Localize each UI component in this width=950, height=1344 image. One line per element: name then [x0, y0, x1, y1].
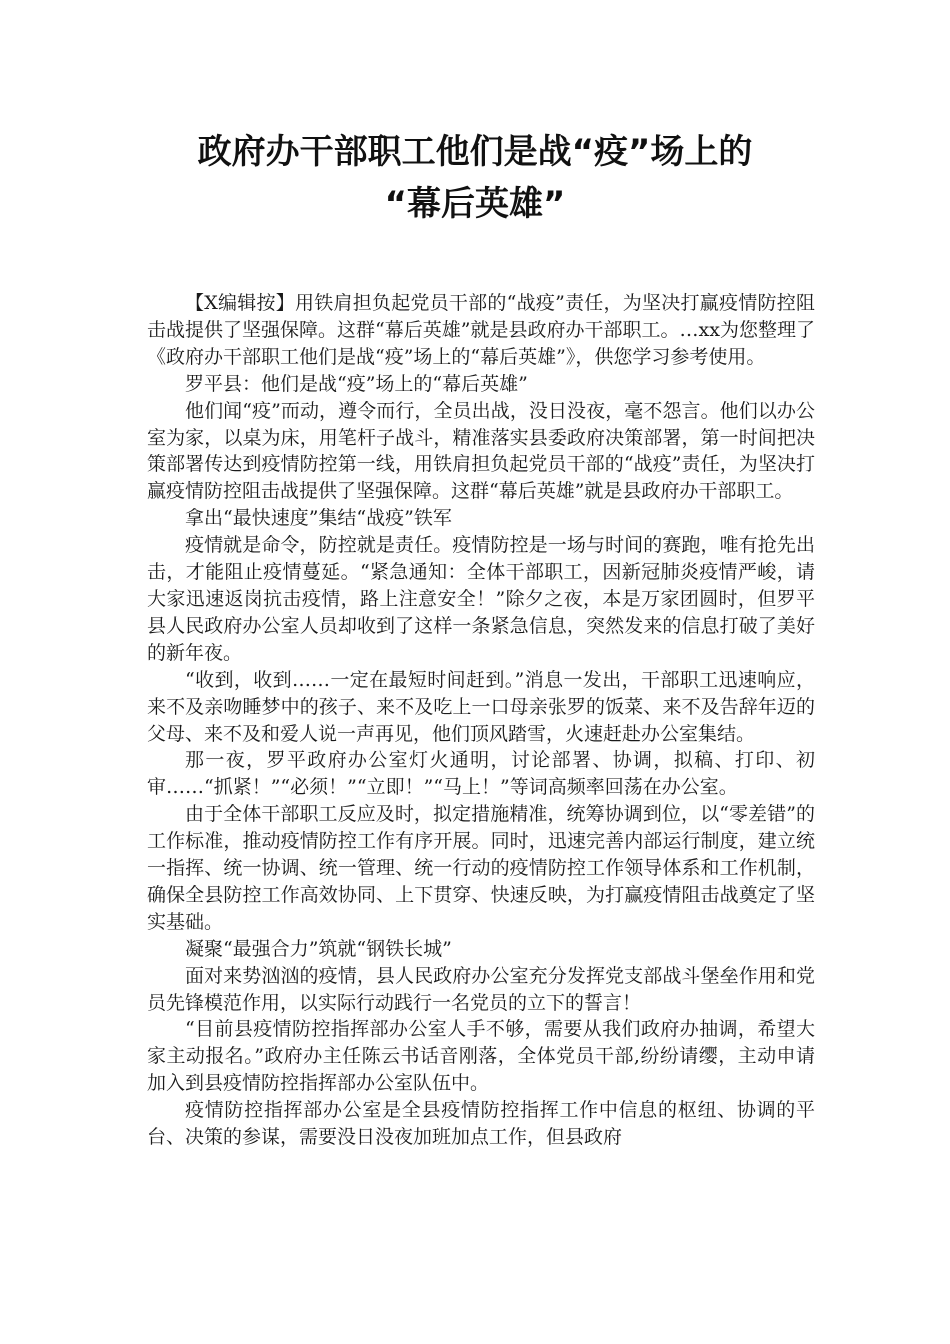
body-paragraph: 他们闻“疫”而动，遵令而行，全员出战，没日没夜，毫不怨言。他们以办公室为家，以桌为床，用笔杆子战斗，精准落实县委政府决策部署，第一时间把决策部署传达到疫情防控第一线，用铁肩担负起党员干部的“战疫”责任，为坚决打赢疫情防控阻击战提供了坚强保障。这群“幕后英雄”就是县政府办干部职工。	[147, 399, 815, 503]
body-paragraph: 由于全体干部职工反应及时，拟定措施精准，统筹协调到位，以“零差错”的工作标准，推动疫情防控工作有序开展。同时，迅速完善内部运行制度，建立统一指挥、统一协调、统一管理、统一行动的疫情防控工作领导体系和工作机制，确保全县防控工作高效协同、上下贯穿、快速反映，为打赢疫情阻击战奠定了坚实基础。	[147, 803, 815, 933]
section-heading-fastest-speed: 拿出“最快速度”集结“战疫”铁军	[185, 507, 452, 530]
body-paragraph: “目前县疫情防控指挥部办公室人手不够，需要从我们政府办抽调，希望大家主动报名。”政府办主任陈云书话音刚落，全体党员干部,纷纷请缨，主动申请加入到县疫情防控指挥部办公室队伍中。	[147, 1018, 815, 1095]
body-paragraph: “收到，收到……一定在最短时间赶到。”消息一发出，干部职工迅速响应，来不及亲吻睡梦中的孩子、来不及吃上一口母亲张罗的饭菜、来不及告辞年迈的父母、来不及和爱人说一声再见，他们顶风踏雪，火速赶赴办公室集结。	[147, 668, 815, 745]
section-heading-luoping: 罗平县：他们是战“疫”场上的“幕后英雄”	[185, 372, 528, 395]
body-paragraph: 疫情防控指挥部办公室是全县疫情防控指挥工作中信息的枢纽、协调的平台、决策的参谋，需要没日没夜加班加点工作，但县政府	[147, 1099, 815, 1149]
section-heading-strongest-force: 凝聚“最强合力”筑就“钢铁长城”	[185, 937, 452, 960]
body-paragraph: 疫情就是命令，防控就是责任。疫情防控是一场与时间的赛跑，唯有抢先出击，才能阻止疫情蔓延。“紧急通知：全体干部职工，因新冠肺炎疫情严峻，请大家迅速返岗抗击疫情，路上注意安全！”除夕之夜，本是万家团圆时，但罗平县人民政府办公室人员却收到了这样一条紧急信息，突然发来的信息打破了美好的新年夜。	[147, 534, 815, 664]
document-title	[100, 126, 850, 230]
body-paragraph: 那一夜，罗平政府办公室灯火通明，讨论部署、协调，拟稿、打印、初审……“抓紧！”“必须！”“立即！”“马上！”等词高频率回荡在办公室。	[147, 749, 815, 799]
title-line-1: 政府办干部职工他们是战“疫”场上的	[197, 132, 753, 172]
body-paragraph: 面对来势汹汹的疫情，县人民政府办公室充分发挥党支部战斗堡垒作用和党员先锋模范作用，以实际行动践行一名党员的立下的誓言！	[147, 964, 815, 1014]
document-body	[147, 290, 815, 1151]
title-line-2: “幕后英雄”	[384, 184, 566, 224]
editor-note-paragraph: 【X编辑按】用铁肩担负起党员干部的“战疫”责任，为坚决打赢疫情防控阻击战提供了坚强保障。这群“幕后英雄”就是县政府办干部职工。…xx为您整理了《政府办干部职工他们是战“疫”场上的“幕后英雄”》，供您学习参考使用。	[147, 292, 815, 368]
